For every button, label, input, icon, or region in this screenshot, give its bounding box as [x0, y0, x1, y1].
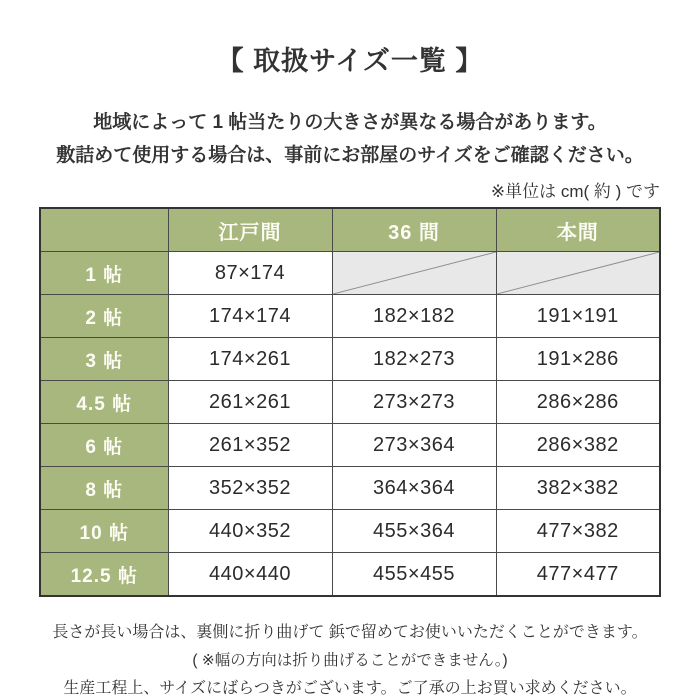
row-label-cell: 2 帖: [40, 295, 168, 338]
footer-line-1: 長さが長い場合は、裏側に折り曲げて 鋲で留めてお使いいただくことができます。: [52, 624, 648, 641]
footer-notes: [0, 619, 700, 700]
size-cell: 87×174: [168, 252, 332, 295]
row-label-cell: 12.5 帖: [40, 553, 168, 597]
row-label-cell: 1 帖: [40, 252, 168, 295]
size-cell: 191×286: [496, 338, 660, 381]
size-cell: 477×477: [496, 553, 660, 597]
table-row-4-5jo: [40, 381, 660, 424]
table-row-10jo: [40, 510, 660, 553]
intro-line-2: 敷詰めて使用する場合は、事前にお部屋のサイズをご確認ください。: [56, 145, 644, 166]
size-table: [39, 207, 661, 597]
row-label-cell: 10 帖: [40, 510, 168, 553]
table-row-12-5jo: [40, 553, 660, 597]
size-cell: 440×440: [168, 553, 332, 597]
page-title: 【 取扱サイズ一覧 】: [216, 46, 484, 76]
size-cell: 261×261: [168, 381, 332, 424]
column-header-honma: 本間: [496, 208, 660, 252]
header-row: [40, 208, 660, 252]
size-cell: 273×273: [332, 381, 496, 424]
corner-cell: [40, 208, 168, 252]
size-cell: 261×352: [168, 424, 332, 467]
intro-line-1: 地域によって 1 帖当たりの大きさが異なる場合があります。: [93, 112, 607, 133]
size-cell: 174×174: [168, 295, 332, 338]
size-cell: 182×273: [332, 338, 496, 381]
size-cell: 352×352: [168, 467, 332, 510]
table-row-2jo: [40, 295, 660, 338]
row-label-cell: 6 帖: [40, 424, 168, 467]
table-row-8jo: [40, 467, 660, 510]
table-row-6jo: [40, 424, 660, 467]
footer-line-3: 生産工程上、サイズにばらつきがございます。ご了承の上お買い求めください。: [63, 680, 637, 697]
row-label-cell: 8 帖: [40, 467, 168, 510]
diagonal-slash-icon: [333, 252, 496, 294]
column-header-edoma: 江戸間: [168, 208, 332, 252]
size-cell: 286×382: [496, 424, 660, 467]
diagonal-slash-icon: [497, 252, 660, 294]
size-cell: 364×364: [332, 467, 496, 510]
intro-text: [0, 106, 700, 172]
table-row-1jo: [40, 252, 660, 295]
size-cell: 455×364: [332, 510, 496, 553]
row-label-cell: 3 帖: [40, 338, 168, 381]
size-cell: 286×286: [496, 381, 660, 424]
size-cell: 382×382: [496, 467, 660, 510]
size-cell: 191×191: [496, 295, 660, 338]
na-cell: [496, 252, 660, 295]
table-row-3jo: [40, 338, 660, 381]
column-header-36ma: 36 間: [332, 208, 496, 252]
size-cell: 174×261: [168, 338, 332, 381]
row-label-cell: 4.5 帖: [40, 381, 168, 424]
size-cell: 182×182: [332, 295, 496, 338]
unit-note: ※単位は cm( 約 ) です: [490, 182, 660, 201]
size-cell: 440×352: [168, 510, 332, 553]
size-cell: 273×364: [332, 424, 496, 467]
footer-line-2: ( ※幅の方向は折り曲げることができません。): [192, 652, 508, 669]
size-cell: 477×382: [496, 510, 660, 553]
na-cell: [332, 252, 496, 295]
size-cell: 455×455: [332, 553, 496, 597]
